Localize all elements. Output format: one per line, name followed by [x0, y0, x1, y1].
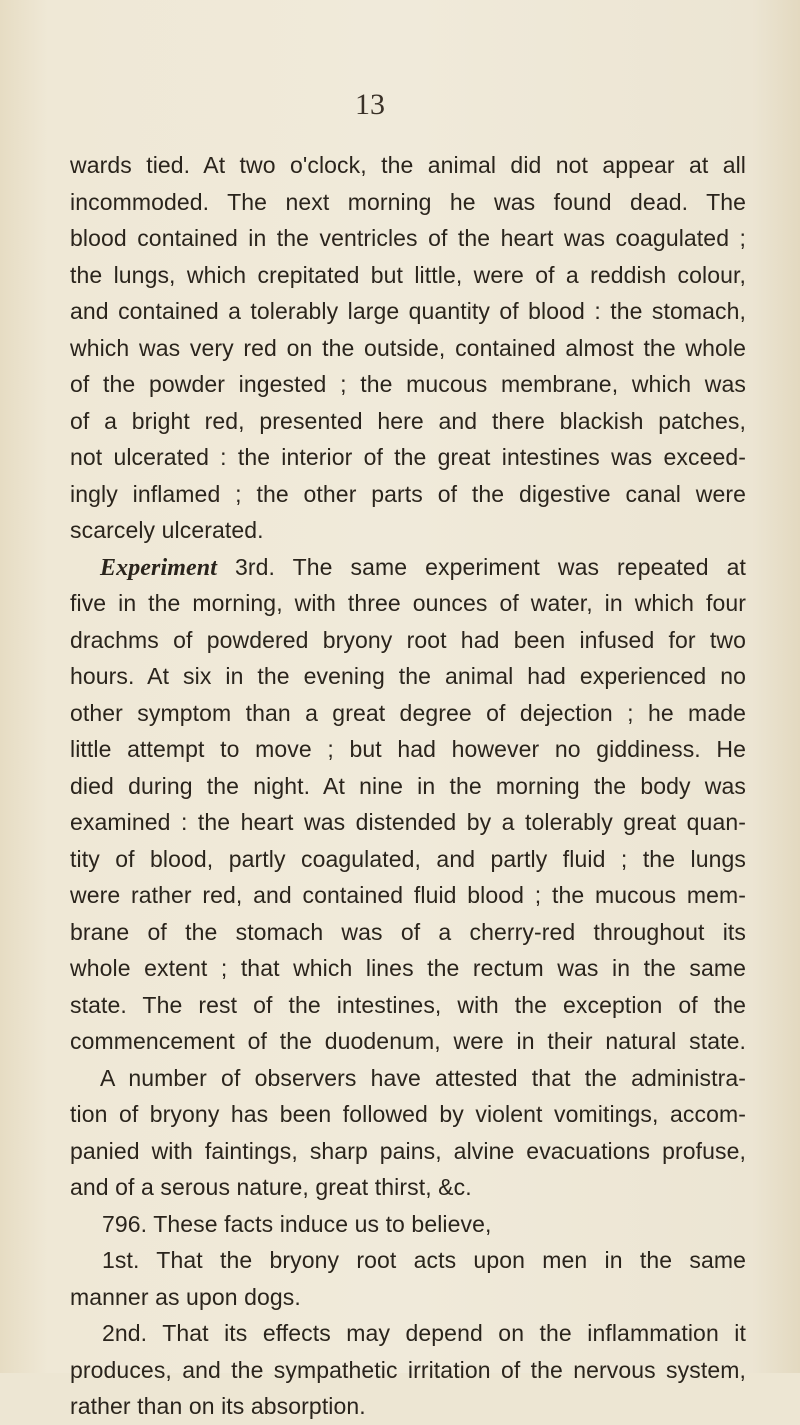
experiment-line-text: 3rd. The same experiment was repeated at: [235, 553, 746, 580]
text-line: manner as upon dogs.: [70, 1283, 301, 1310]
text-line: scarcely ulcerated.: [70, 517, 264, 543]
text-line: state. The rest of the intestines, with the exception of the: [70, 991, 746, 1018]
text-line: examined : the heart was distended by a tolerably great quan-: [70, 809, 746, 835]
text-line: tity of blood, partly coagulated, and partly fluid ; the lungs: [70, 845, 746, 872]
text-line: 2nd. That its effects may depend on the inflammation it: [102, 1320, 746, 1346]
text-line: little attempt to move ; but had however no giddiness. He: [70, 736, 746, 762]
text-line: wards tied. At two o'clock, the animal did not appear at all: [70, 152, 746, 178]
text-line: incommoded. The next morning he was found dead. The: [70, 188, 746, 215]
section-number-line: 796. These facts induce us to believe,: [102, 1210, 492, 1237]
text-line: produces, and the sympathetic irritation of the nervous system,: [70, 1356, 746, 1383]
text-line: blood contained in the ventricles of the heart was coagulated ;: [70, 225, 746, 251]
text-line: ingly inflamed ; the other parts of the digestive canal were: [70, 480, 746, 507]
text-line: five in the morning, with three ounces of water, in which four: [70, 590, 746, 616]
text-line: of the powder ingested ; the mucous membrane, which was: [70, 371, 746, 397]
text-line: rather than on its absorption.: [70, 1393, 366, 1419]
page-number: 13: [355, 88, 385, 121]
text-line: other symptom than a great degree of dejection ; he made: [70, 699, 746, 726]
text-line: which was very red on the outside, contained almost the whole: [70, 334, 746, 361]
text-line: brane of the stomach was of a cherry-red throughout its: [70, 918, 746, 945]
body-text: [70, 147, 746, 1425]
text-line: and of a serous nature, great thirst, &c.: [70, 1174, 472, 1200]
text-line: tion of bryony has been followed by violent vomitings, accom-: [70, 1101, 746, 1127]
text-line: of a bright red, presented here and there blackish patches,: [70, 407, 746, 434]
text-line: A number of observers have attested that the administra-: [100, 1064, 746, 1091]
text-line: drachms of powdered bryony root had been infused for two: [70, 626, 746, 653]
text-line: the lungs, which crepitated but little, were of a reddish colour,: [70, 261, 746, 288]
text-line: and contained a tolerably large quantity of blood : the stomach,: [70, 298, 746, 324]
experiment-label: Experiment: [100, 554, 218, 581]
text-line: were rather red, and contained fluid blood ; the mucous mem-: [70, 882, 746, 908]
text-line: died during the night. At nine in the morning the body was: [70, 772, 746, 799]
text-line: commencement of the duodenum, were in their natural state.: [70, 1028, 746, 1054]
text-line: 1st. That the bryony root acts upon men in the same: [102, 1247, 746, 1273]
text-line: not ulcerated : the interior of the great intestines was exceed-: [70, 444, 746, 470]
experiment-heading-line: [70, 549, 746, 586]
text-line: hours. At six in the evening the animal had experienced no: [70, 663, 746, 689]
text-line: whole extent ; that which lines the rectum was in the same: [70, 955, 746, 981]
text-line: panied with faintings, sharp pains, alvine evacuations profuse,: [70, 1137, 746, 1164]
